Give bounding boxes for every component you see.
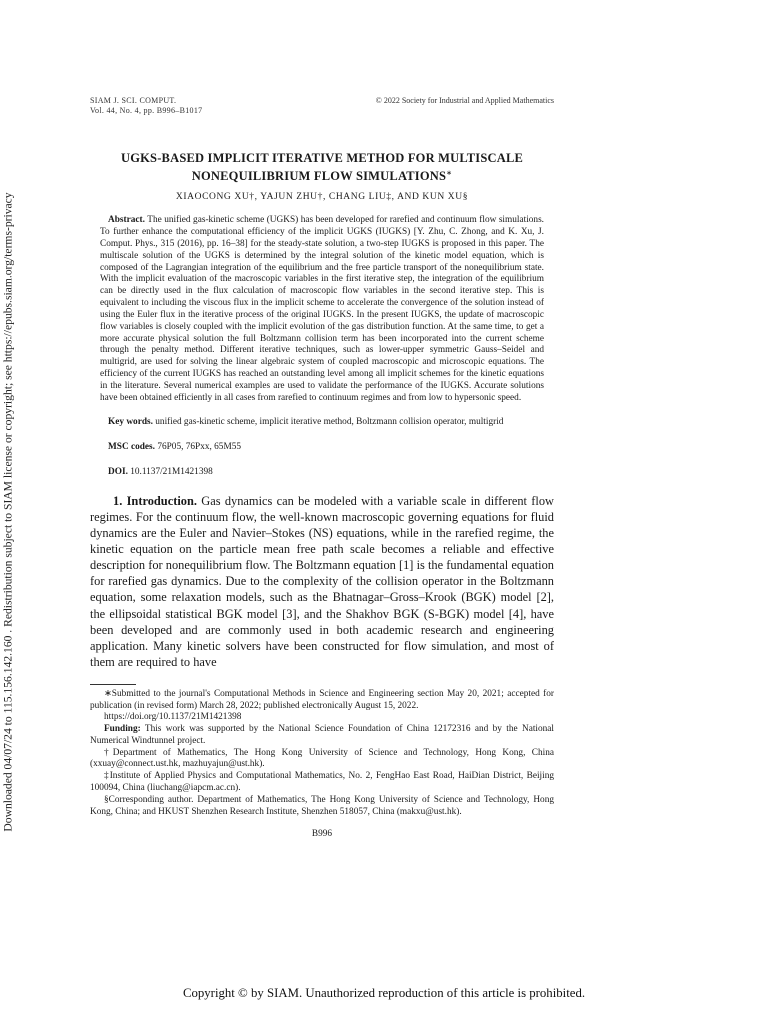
footnote-funding (90, 724, 554, 748)
footnote-rule (90, 684, 136, 685)
funding-text: This work was supported by the National Science Foundation of China 12172316 and by the National Numerical Windtunnel project. (90, 724, 555, 746)
footnote-affiliation-2: ‡Institute of Applied Physics and Computational Mathematics, No. 2, FengHao East Road, HaiDian District, Beijing 100094, China (liuchang@iapcm.ac.cn). (90, 771, 554, 794)
running-header (90, 96, 554, 115)
footnote-affiliation-3: §Corresponding author. Department of Mathematics, The Hong Kong University of Science and Technology, Hong Kong, China; and HKUST Shenzhen Research Institute, Shenzhen 518057, China (makxu@ust.hk). (90, 794, 554, 817)
download-notice-text: Downloaded 04/07/24 to 115.156.142.160 . Redistribution subject to SIAM license or copyright; see https://epubs.siam.org/terms-privacy (1, 192, 15, 832)
journal-volume: Vol. 44, No. 4, pp. B996–B1017 (90, 105, 203, 115)
doi-text: 10.1137/21M1421398 (130, 467, 213, 478)
msc-label: MSC codes. (108, 441, 155, 452)
doi (90, 467, 554, 479)
footnote-submitted: ∗Submitted to the journal's Computational Methods in Science and Engineering section May 20, 2021; accepted for publication (in revised form) March 28, 2022; published electronically August 15, 2022. (90, 688, 554, 711)
footnote-affiliation-1: †Department of Mathematics, The Hong Kong University of Science and Technology, Hong Kong, China (xxuay@connect.ust.hk, mazhuyajun@ust.hk). (90, 747, 554, 770)
paper-page (90, 96, 554, 839)
author-list: XIAOCONG XU†, YAJUN ZHU†, CHANG LIU‡, AND KUN XU§ (175, 192, 469, 203)
header-copyright: © 2022 Society for Industrial and Applied Mathematics (375, 96, 554, 105)
msc-text: 76P05, 76Pxx, 65M55 (157, 441, 242, 452)
intro-text: Gas dynamics can be modeled with a variable scale in different flow regimes. For the continuum flow, the well-known macroscopic governing equations for fluid dynamics are the Euler and Navier–Stokes (NS) equations, while in the rarefied regime, the kinetic equation on the particle mean free path scale becomes a reliable and effective description for nonequilibrium flow. The Boltzmann equation [1] is the fundamental equation for rarefied gas dynamics. Due to the complexity of the collision operator in the Boltzmann equation, some relaxation models, such as the Bhatnagar–Gross–Krook (BGK) model [2], the ellipsoidal statistical BGK model [3], and the Shakhov BGK (S-BGK) model [4], have been developed and are commonly used in both academic research and engineering application. Many kinetic solvers have been constructed for flow simulation, and most of them are required to have (90, 494, 554, 669)
introduction-section (90, 493, 554, 670)
keywords (90, 417, 554, 429)
paper-title (90, 151, 554, 183)
doi-label: DOI. (108, 467, 128, 478)
keywords-label: Key words. (108, 416, 153, 427)
title-line-1: UGKS-BASED IMPLICIT ITERATIVE METHOD FOR MULTISCALE (120, 151, 524, 165)
title-footnote-mark: ∗ (446, 168, 453, 177)
journal-info (90, 96, 202, 115)
page-number: B996 (311, 829, 333, 840)
abstract (90, 215, 554, 405)
intro-heading: 1. Introduction. (113, 494, 197, 509)
abstract-text: The unified gas-kinetic scheme (UGKS) has been developed for rarefied and continuum flow simulations. To further enhance the computational efficiency of the implicit UGKS (IUGKS) [Y. Zhu, C. Zhong, and K. Xu, J. Comput. Phys., 315 (2016), pp. 16–38] for the steady-state solution, a two-step IUGKS is proposed in this paper. The multiscale solution of the UGKS is determined by the integral solution of the kinetic model equation, which is composed of the Lagrangian integration of the equilibrium and the free particle transport of the nonequilibrium state. With the implicit evaluation of the macroscopic variables in the first iterative step, the integration of the equilibrium can be directly used in the flux calculation of macroscopic flow variables in the second iterative step. This is equivalent to including the viscous flux in the implicit scheme to accelerate the convergence of the solution instead of using the Euler flux in the iterative process of the original IUGKS. In the present IUGKS, the update of macroscopic flow variables is closely coupled with the implicit evolution of the gas distribution function. At the same time, to get a more accurate physical solution the full Boltzmann collision term has been incorporated into the current scheme through the penalty method. Different iterative techniques, such as lower-upper symmetric Gauss–Seidel and multigrid, are used for solving the linear algebraic system of coupled macroscopic and microscopic equations. The efficiency of the current IUGKS has reached an outstanding level among all implicit schemes for the kinetic equations in the literature. Several numerical examples are used to validate the performance of the IUGKS. Accurate solutions have been obtained efficiently in all cases from rarefied to continuum regimes and from low to hypersonic speed. (100, 215, 545, 403)
title-line-2: NONEQUILIBRIUM FLOW SIMULATIONS (191, 168, 447, 183)
msc-codes (90, 442, 554, 454)
bottom-copyright: Copyright © by SIAM. Unauthorized reproduction of this article is prohibited. (182, 986, 586, 1000)
abstract-label: Abstract. (108, 215, 145, 226)
keywords-text: unified gas-kinetic scheme, implicit iterative method, Boltzmann collision operator, multigrid (155, 416, 504, 427)
journal-name: SIAM J. SCI. COMPUT. (90, 96, 177, 105)
footnote-doi-url[interactable]: https://doi.org/10.1137/21M1421398 (104, 712, 242, 723)
funding-label: Funding: (104, 724, 141, 735)
